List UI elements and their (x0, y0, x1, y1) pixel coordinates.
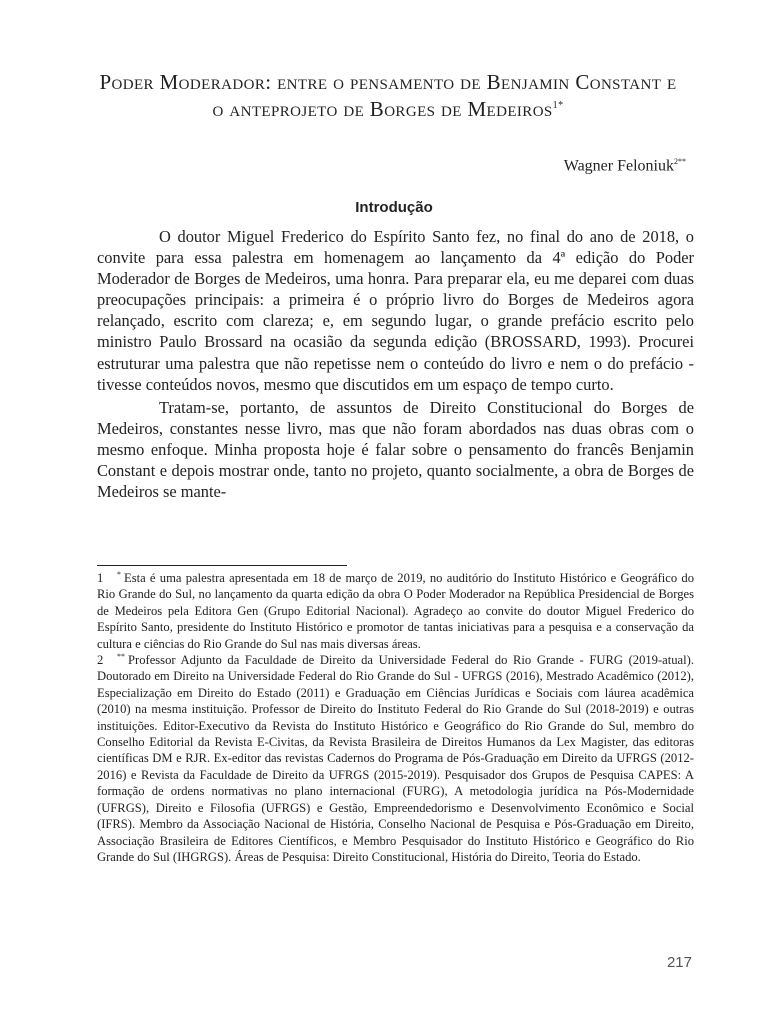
author-footnote-marker: 2** (674, 157, 686, 166)
document-title (96, 70, 680, 121)
footnote-item (97, 652, 694, 865)
footnote-divider (97, 565, 347, 566)
footnotes (97, 570, 694, 865)
footnote-item (97, 570, 694, 652)
footnote-mark: * (117, 569, 121, 579)
body-text (97, 226, 694, 502)
page-number: 217 (666, 954, 692, 971)
title-footnote-marker: 1* (552, 100, 564, 111)
footnote-number: 1 (97, 571, 104, 585)
footnote-text: Esta é uma palestra apresentada em 18 de março de 2019, no auditório do Instituto Histórico e Geográfico do Rio Grande do Sul, no lançamento da quarta edição da obra O Poder Moderador na República Presidencial de Borges de Medeiros pela Editora Gen (Grupo Editorial Nacional). Agradeço ao convite do doutor Miguel Frederico do Espírito Santo, presidente do Instituto Histórico e promotor de tantas iniciativas para a pesquisa e a conservação da cultura e ciências do Rio Grande do Sul nas mais diversas áreas. (97, 571, 694, 651)
author-name-text: Wagner Feloniuk (563, 157, 674, 175)
body-paragraph: O doutor Miguel Frederico do Espírito Santo fez, no final do ano de 2018, o convite para essa palestra em homenagem ao lançamento da 4ª edição do Poder Moderador de Borges de Medeiros, uma honra. Para preparar ela, eu me deparei com duas preocupações principais: a primeira é o próprio livro do Borges de Medeiros agora relançado, escrito com clareza; e, em segundo lugar, o grande prefácio escrito pelo ministro Paulo Brossard na ocasião da segunda edição (BROSSARD, 1993). Procurei estruturar uma palestra que não repetisse nem o conteúdo do livro e nem o do prefácio - tivesse conteúdos novos, mesmo que discutidos em um espaço de tempo curto. (97, 227, 694, 394)
section-heading: Introdução (355, 199, 433, 216)
footnote-mark: ** (117, 651, 125, 661)
body-paragraph: Tratam-se, portanto, de assuntos de Direito Constitucional do Borges de Medeiros, constantes nesse livro, mas que não foram abordados nas duas obras com o mesmo enfoque. Minha proposta hoje é falar sobre o pensamento do francês Benjamin Constant e depois mostrar onde, tanto no projeto, quanto socialmente, a obra de Borges de Medeiros se mante- (97, 397, 694, 502)
author-name (564, 157, 686, 175)
footnote-number: 2 (97, 653, 104, 668)
footnote-text: Professor Adjunto da Faculdade de Direito da Universidade Federal do Rio Grande - FURG (2019-atual). Doutorado em Direito na Universidade Federal do Rio Grande do Sul - UFRGS (2016), Mestrado Acadêmico (2012), Especialização em Direito do Estado (2011) e Graduação em Ciências Jurídicas e Sociais com láurea acadêmica (2010) na mesma instituição. Professor de Direito do Instituto Federal do Rio Grande do Sul (2018-2019) e outras instituições. Editor-Executivo da Revista do Instituto Histórico e Geográfico do Rio Grande do Sul, membro do Conselho Editorial da Revista E-Civitas, da Revista Brasileira de Direitos Humanos da Lex Magister, das editoras científicas DM e RJR. Ex-editor das revistas Cadernos do Programa de Pós-Graduação em Direito da UFRGS (2012-2016) e Revista da Faculdade de Direito da UFRGS (2015-2019). Pesquisador dos Grupos de Pesquisa CAPES: A formação de ordens normativas no plano internacional (FURG), A metodologia jurídica na Pós-Modernidade (UFRGS), Direito e Filosofia (UFRGS) e Gestão, Empreendedorismo e Desenvolvimento Econômico e Social (IFRS). Membro da Associação Nacional de História, Conselho Nacional de Pesquisa e Pós-Graduação em Direito, Associação Brasileira de Editores Científicos, e Membro Pesquisador do Instituto Histórico e Geográfico do Rio Grande do Sul (IHGRGS). Áreas de Pesquisa: Direito Constitucional, História do Direito, Teoria do Estado. (97, 653, 694, 864)
document-title-text: Poder Moderador: entre o pensamento de Benjamin Constant e o anteprojeto de Borges de Medeiros (99, 70, 677, 121)
